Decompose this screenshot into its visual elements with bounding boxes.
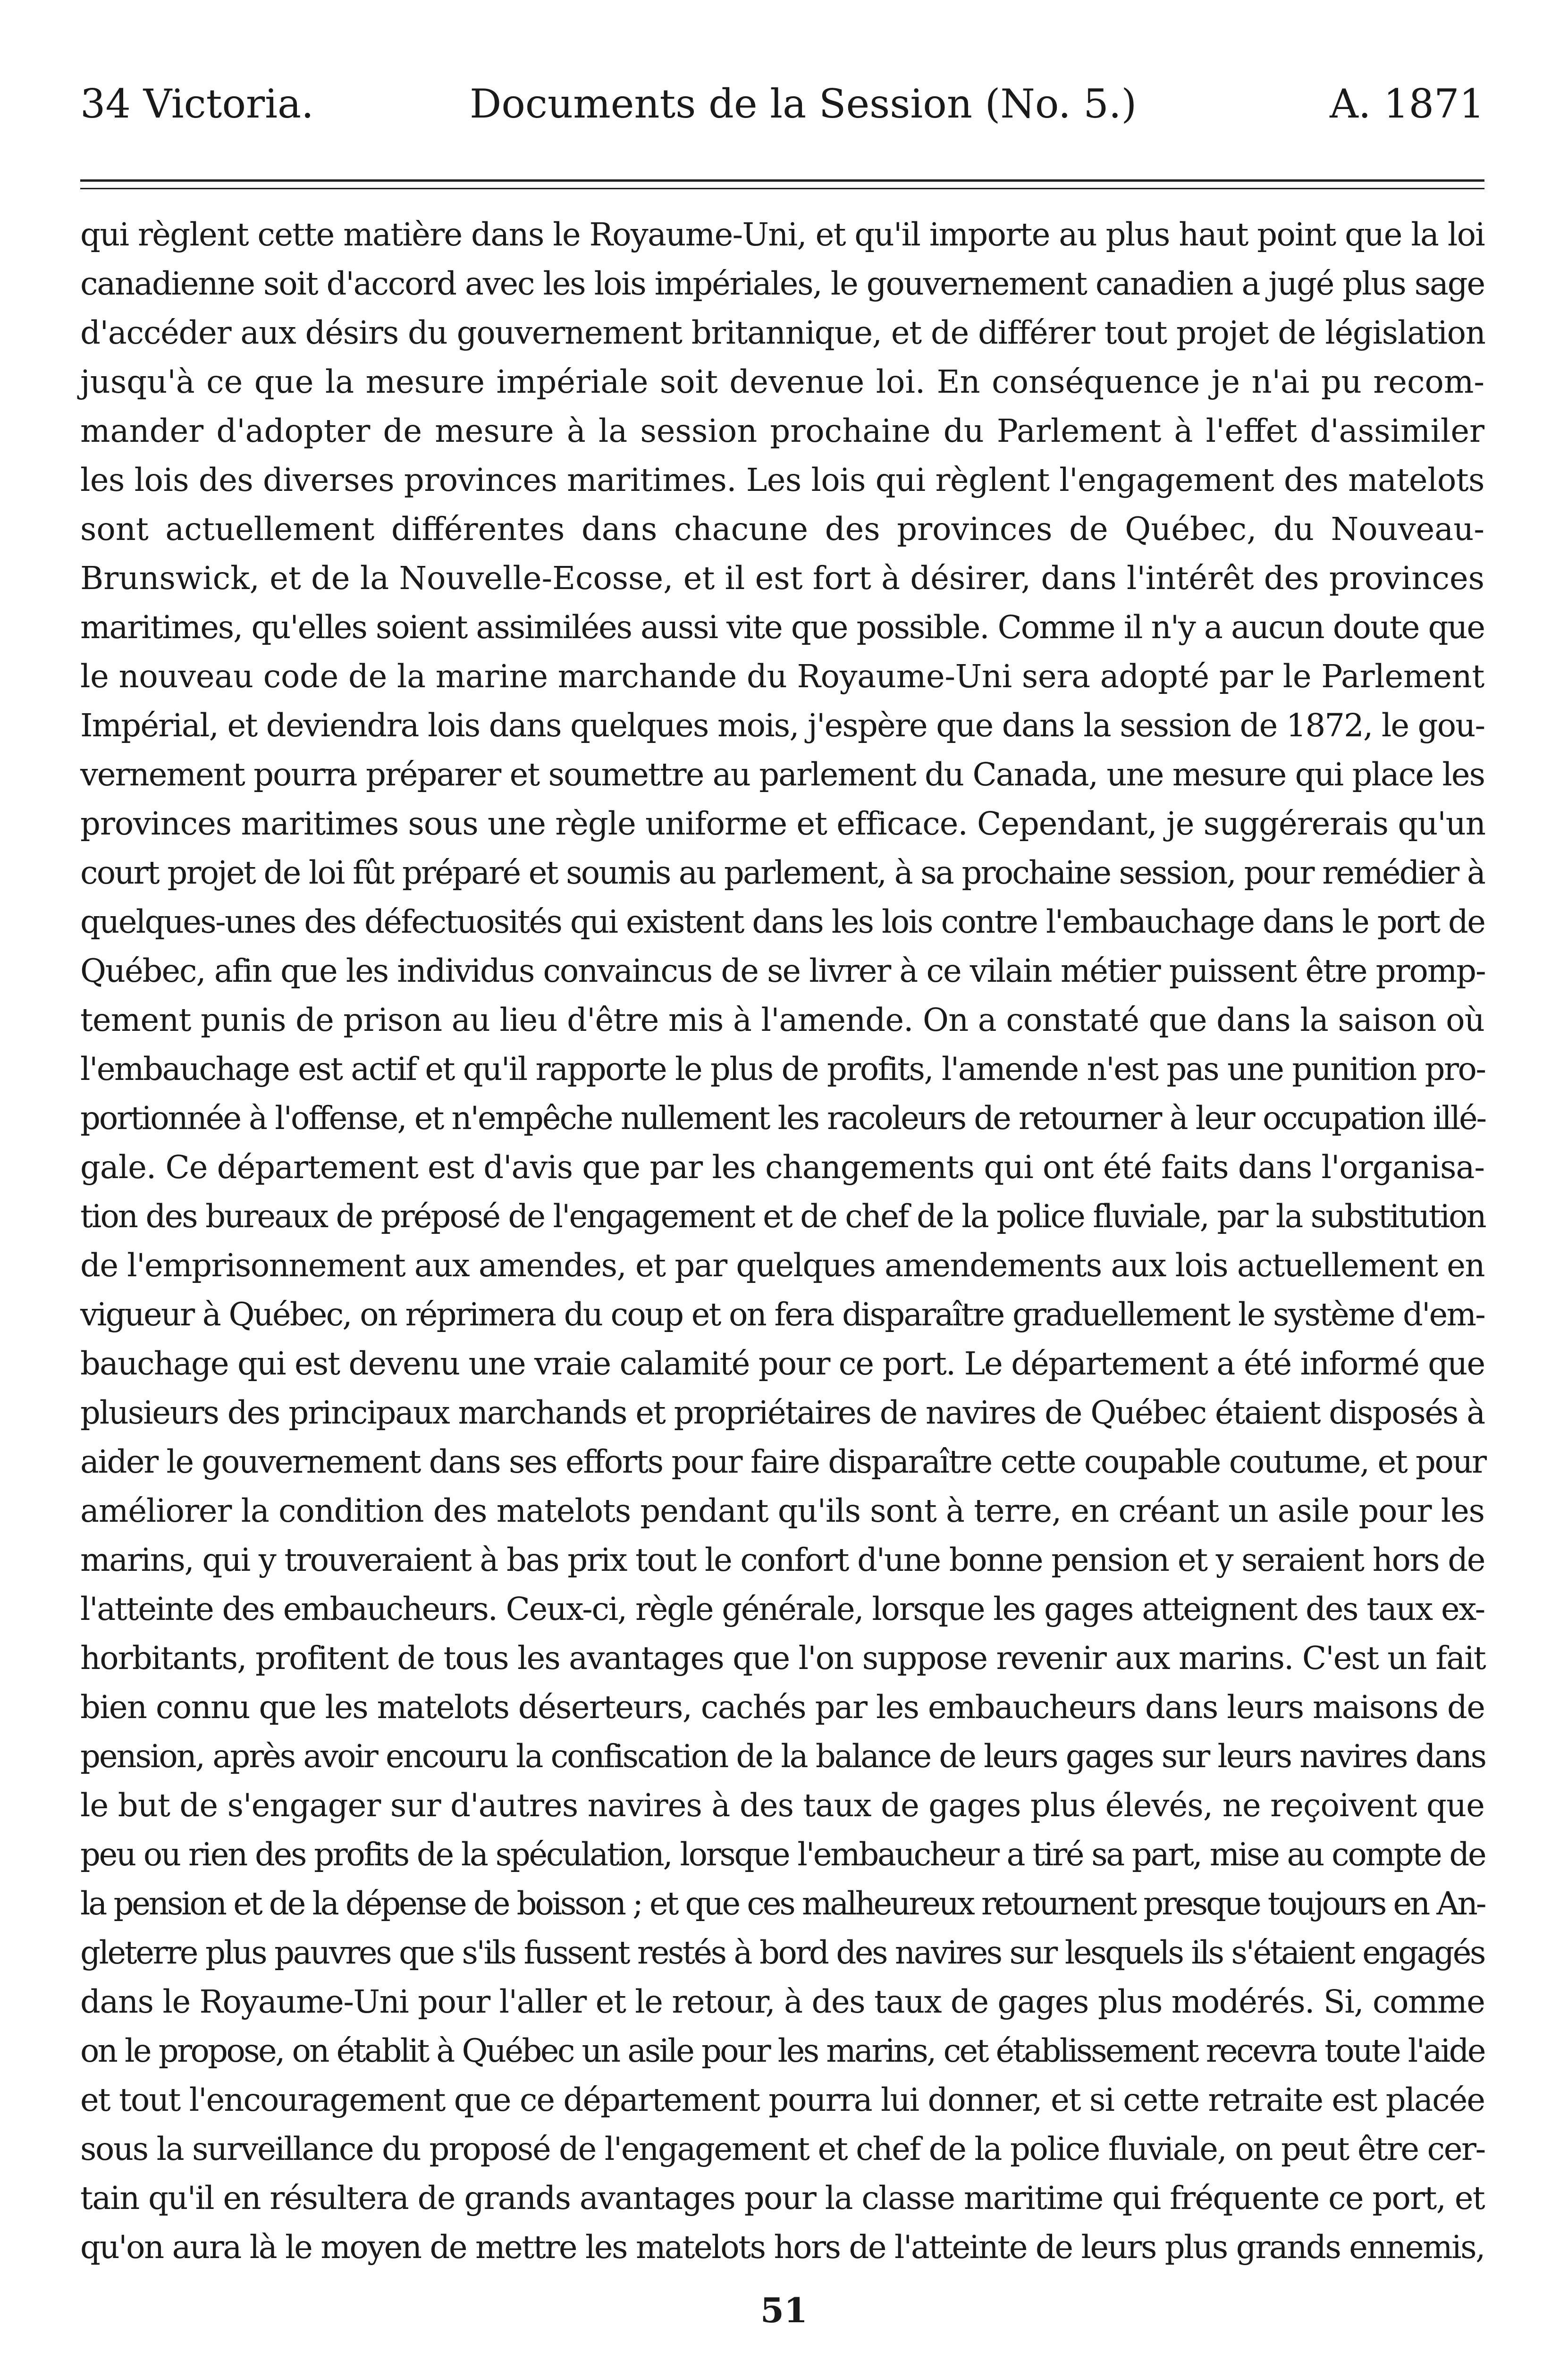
body-line: peu ou rien des profits de la spéculation, lorsque l'embaucheur a tiré sa part, mise au compte de [80,1836,1485,1873]
body-line: Impérial, et deviendra lois dans quelques mois, j'espère que dans la session de 1872, le gou- [80,707,1485,744]
body-line: tain qu'il en résultera de grands avantages pour la classe maritime qui fréquente ce port, et [80,2180,1484,2217]
body-line: provinces maritimes sous une règle uniforme et efficace. Cependant, je suggérerais qu'un [80,805,1486,842]
body-line: bauchage qui est devenu une vraie calamité pour ce port. Le département a été informé que [80,1345,1485,1382]
running-head [80,71,1484,137]
body-line: court projet de loi fût préparé et soumis au parlement, à sa prochaine session, pour remédier à [80,854,1485,891]
body-line: vernement pourra préparer et soumettre au parlement du Canada, une mesure qui place les [80,756,1484,793]
body-line: mander d'adopter de mesure à la session prochaine du Parlement à l'effet d'assimiler [80,413,1484,449]
body-line: canadienne soit d'accord avec les lois impériales, le gouvernement canadien a jugé plus sage [80,265,1484,302]
header-title: Documents de la Session (No. 5.) [470,81,1137,127]
body-line: portionnée à l'offense, et n'empêche nullement les racoleurs de retourner à leur occupation illé- [80,1100,1486,1137]
body-line: améliorer la condition des matelots pendant qu'ils sont à terre, en créant un asile pour les [80,1492,1484,1529]
header-rule-thick [80,179,1484,182]
body-line: la pension et de la dépense de boisson ; et que ces malheureux retournent presque toujours en An- [80,1885,1485,1922]
body-line: bien connu que les matelots déserteurs, cachés par les embaucheurs dans leurs maisons de [80,1689,1485,1726]
body-line: l'atteinte des embaucheurs. Ceux-ci, règle générale, lorsque les gages atteignent des taux ex- [80,1591,1484,1627]
body-line: plusieurs des principaux marchands et propriétaires de navires de Québec étaient disposés à [80,1394,1485,1431]
body-line: Brunswick, et de la Nouvelle-Ecosse, et il est fort à désirer, dans l'intérêt des provinces [80,560,1484,597]
body-line: sous la surveillance du proposé de l'engagement et chef de la police fluviale, on peut être cer- [80,2131,1485,2167]
body-line: quelques-unes des défectuosités qui existent dans les lois contre l'embauchage dans le port de [80,903,1485,940]
body-line: jusqu'à ce que la mesure impériale soit devenue loi. En conséquence je n'ai pu recom- [80,363,1484,400]
body-line: et tout l'encouragement que ce département pourra lui donner, et si cette retraite est placée [80,2082,1484,2118]
body-line: les lois des diverses provinces maritimes. Les lois qui règlent l'engagement des matelots [80,462,1484,498]
body-line: gale. Ce département est d'avis que par les changements qui ont été faits dans l'organisa- [80,1149,1485,1186]
page-number: 51 [760,2290,808,2330]
body-line: Québec, afin que les individus convaincus de se livrer à ce vilain métier puissent être promp- [80,952,1485,989]
body-line: tement punis de prison au lieu d'être mis à l'amende. On a constaté que dans la saison où [80,1002,1484,1038]
header-volume: 34 Victoria. [80,81,314,127]
body-line: horbitants, profitent de tous les avantages que l'on suppose revenir aux marins. C'est un fait [80,1640,1485,1677]
body-line: marins, qui y trouveraient à bas prix tout le confort d'une bonne pension et y seraient hors de [80,1542,1485,1578]
body-line: aider le gouvernement dans ses efforts pour faire disparaître cette coupable coutume, et pour [80,1443,1486,1480]
body-line: le but de s'engager sur d'autres navires à des taux de gages plus élevés, ne reçoivent que [80,1787,1484,1824]
body-line: vigueur à Québec, on réprimera du coup et on fera disparaître graduellement le système d'em- [80,1296,1484,1333]
header-rule-thin [80,188,1484,189]
body-line: qu'on aura là le moyen de mettre les matelots hors de l'atteinte de leurs plus grands ennemis, [80,2229,1484,2266]
body-line: de l'emprisonnement aux amendes, et par quelques amendements aux lois actuellement en [80,1247,1484,1284]
body-line: dans le Royaume-Uni pour l'aller et le retour, à des taux de gages plus modérés. Si, comme [80,1983,1485,2020]
body-line: l'embauchage est actif et qu'il rapporte le plus de profits, l'amende n'est pas une punition pro- [80,1051,1485,1087]
body-line: sont actuellement différentes dans chacune des provinces de Québec, du Nouveau- [80,511,1484,548]
body-text [80,210,1484,2272]
body-line: on le propose, on établit à Québec un asile pour les marins, cet établissement recevra toute l'aide [80,2032,1484,2069]
body-line: maritimes, qu'elles soient assimilées aussi vite que possible. Comme il n'y a aucun doute que [80,609,1484,646]
body-line: tion des bureaux de préposé de l'engagement et de chef de la police fluviale, par la substitution [80,1198,1485,1235]
body-line: pension, après avoir encouru la confiscation de la balance de leurs gages sur leurs navires dans [80,1738,1486,1775]
body-line: gleterre plus pauvres que s'ils fussent restés à bord des navires sur lesquels ils s'étaient engagés [80,1934,1484,1971]
body-line: le nouveau code de la marine marchande du Royaume-Uni sera adopté par le Parlement [80,658,1484,695]
header-year: A. 1871 [1330,81,1484,127]
body-line: qui règlent cette matière dans le Royaume-Uni, et qu'il importe au plus haut point que la loi [80,216,1484,253]
body-line: d'accéder aux désirs du gouvernement britannique, et de différer tout projet de législation [80,314,1485,351]
